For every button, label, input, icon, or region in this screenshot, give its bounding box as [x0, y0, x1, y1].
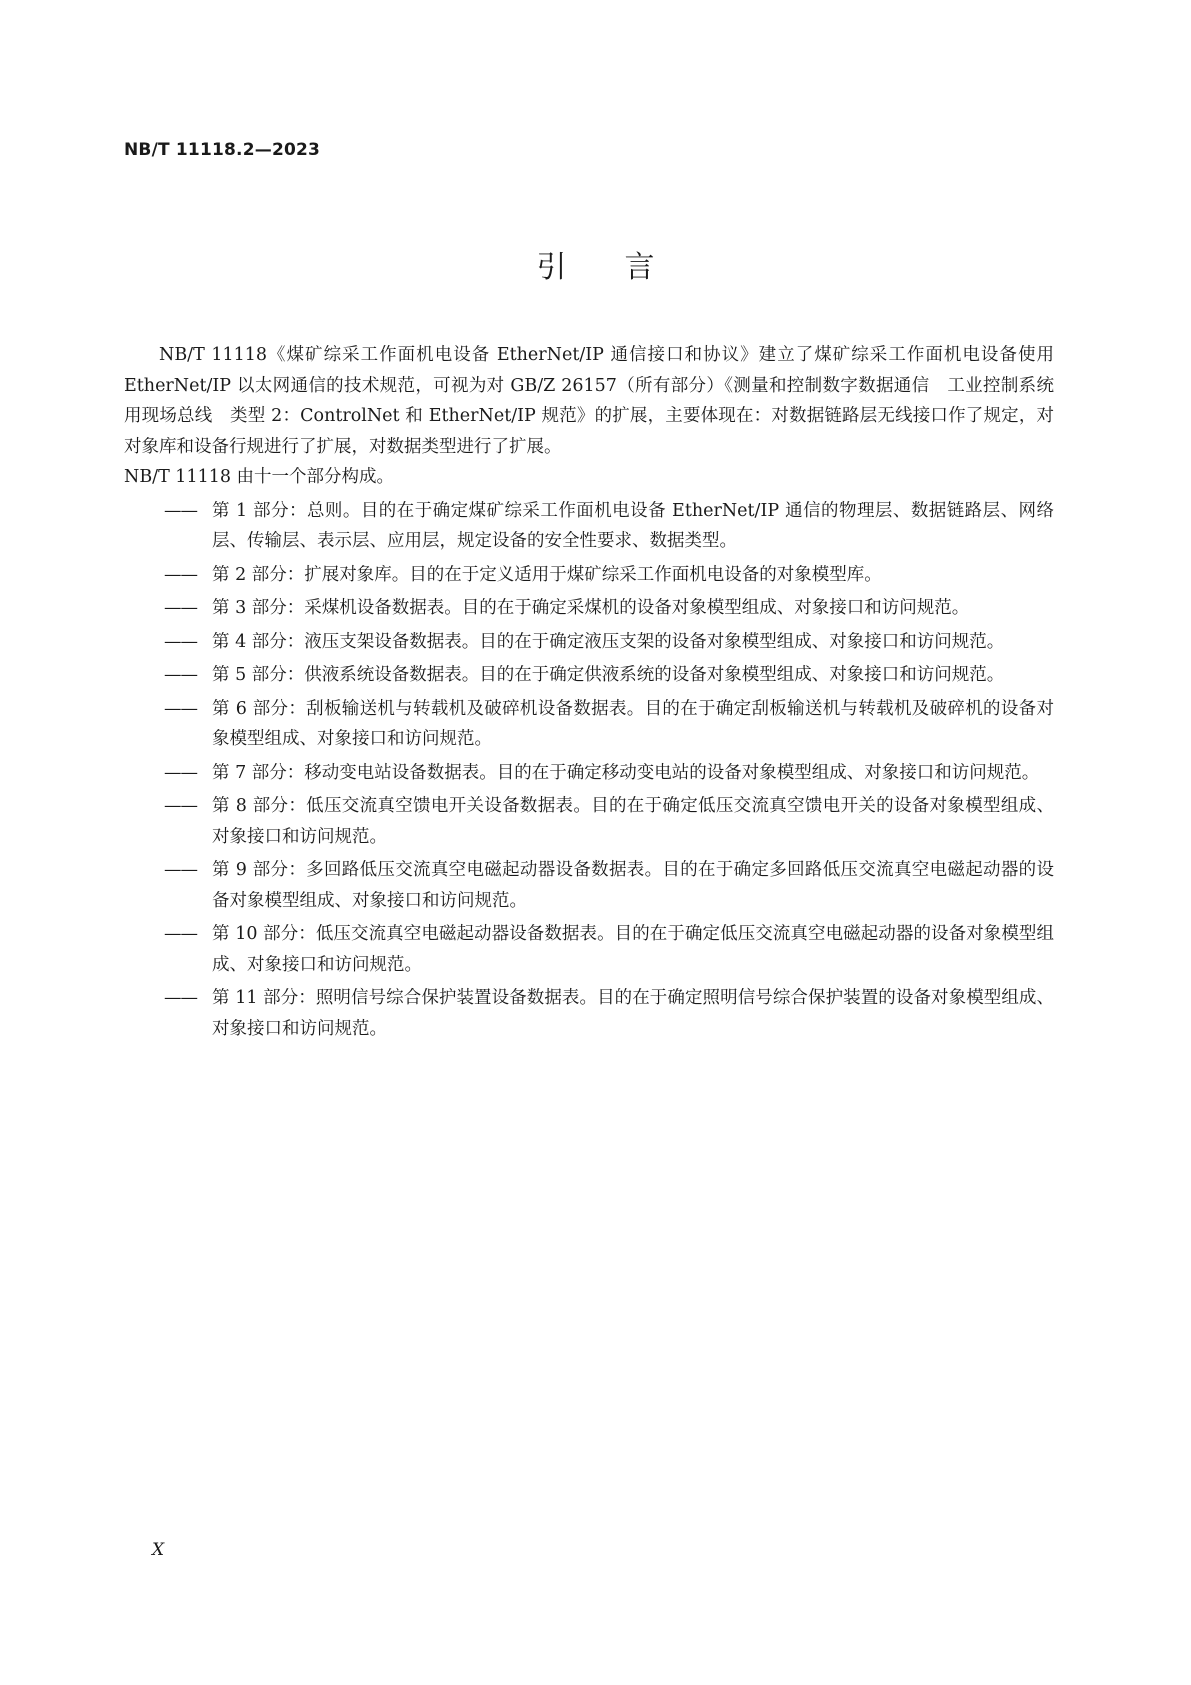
list-item: [124, 694, 1054, 755]
list-item-text: 第 4 部分：液压支架设备数据表。目的在于确定液压支架的设备对象模型组成、对象接口和访问规范。: [212, 631, 1005, 652]
list-dash: ——: [164, 796, 197, 816]
list-item: [124, 593, 1054, 624]
introduction-body: [124, 340, 1054, 1044]
list-item: [124, 496, 1054, 557]
intro-paragraph: NB/T 11118《煤矿综采工作面机电设备 EtherNet/IP 通信接口和协议》建立了煤矿综采工作面机电设备使用 EtherNet/IP 以太网通信的技术规范，可视为对 GB/Z 26157（所有部分）《测量和控制数字数据通信 工业控制系统用现场总线 类型 2：ControlNet 和 EtherNet/IP 规范》的扩展，主要体现在：对数据链路层无线接口作了规定，对对象库和设备行规进行了扩展，对数据类型进行了扩展。: [124, 345, 1054, 457]
standard-number: NB/T 11118.2—2023: [124, 140, 321, 160]
page-title: 引言: [536, 250, 713, 285]
list-dash: ——: [164, 762, 197, 783]
parts-list: [124, 496, 1054, 1045]
list-item-text: 第 2 部分：扩展对象库。目的在于定义适用于煤矿综采工作面机电设备的对象模型库。: [212, 564, 882, 585]
list-dash: ——: [164, 500, 197, 521]
list-item: [124, 855, 1054, 916]
list-dash: ——: [164, 698, 197, 719]
list-item-text: 第 8 部分：低压交流真空馈电开关设备数据表。目的在于确定低压交流真空馈电开关的设备对象模型组成、对象接口和访问规范。: [212, 796, 1054, 847]
list-dash: ——: [164, 924, 197, 944]
composition-statement: NB/T 11118 由十一个部分构成。: [124, 467, 395, 487]
list-item-text: 第 1 部分：总则。目的在于确定煤矿综采工作面机电设备 EtherNet/IP 通信的物理层、数据链路层、网络层、传输层、表示层、应用层，规定设备的安全性要求、数据类型。: [212, 500, 1054, 551]
list-item: [124, 919, 1054, 980]
list-dash: ——: [164, 665, 197, 685]
list-item: [124, 758, 1054, 789]
list-dash: ——: [164, 564, 197, 585]
list-item-text: 第 7 部分：移动变电站设备数据表。目的在于确定移动变电站的设备对象模型组成、对象接口和访问规范。: [212, 762, 1040, 783]
list-item: [124, 560, 1054, 591]
list-item-text: 第 5 部分：供液系统设备数据表。目的在于确定供液系统的设备对象模型组成、对象接口和访问规范。: [212, 665, 1005, 685]
list-dash: ——: [164, 631, 197, 652]
list-item: [124, 983, 1054, 1044]
list-item-text: 第 9 部分：多回路低压交流真空电磁起动器设备数据表。目的在于确定多回路低压交流真空电磁起动器的设备对象模型组成、对象接口和访问规范。: [212, 860, 1054, 911]
list-item: [124, 791, 1054, 852]
list-item: [124, 660, 1054, 691]
list-item-text: 第 3 部分：采煤机设备数据表。目的在于确定采煤机的设备对象模型组成、对象接口和访问规范。: [212, 598, 970, 618]
list-dash: ——: [164, 860, 197, 880]
list-item: [124, 627, 1054, 658]
list-item-text: 第 6 部分：刮板输送机与转载机及破碎机设备数据表。目的在于确定刮板输送机与转载机及破碎机的设备对象模型组成、对象接口和访问规范。: [212, 698, 1054, 749]
page-number: X: [152, 1540, 165, 1560]
list-dash: ——: [164, 598, 197, 618]
list-item-text: 第 10 部分：低压交流真空电磁起动器设备数据表。目的在于确定低压交流真空电磁起动器的设备对象模型组成、对象接口和访问规范。: [212, 924, 1054, 975]
list-dash: ——: [164, 988, 197, 1008]
list-item-text: 第 11 部分：照明信号综合保护装置设备数据表。目的在于确定照明信号综合保护装置的设备对象模型组成、对象接口和访问规范。: [212, 988, 1054, 1039]
